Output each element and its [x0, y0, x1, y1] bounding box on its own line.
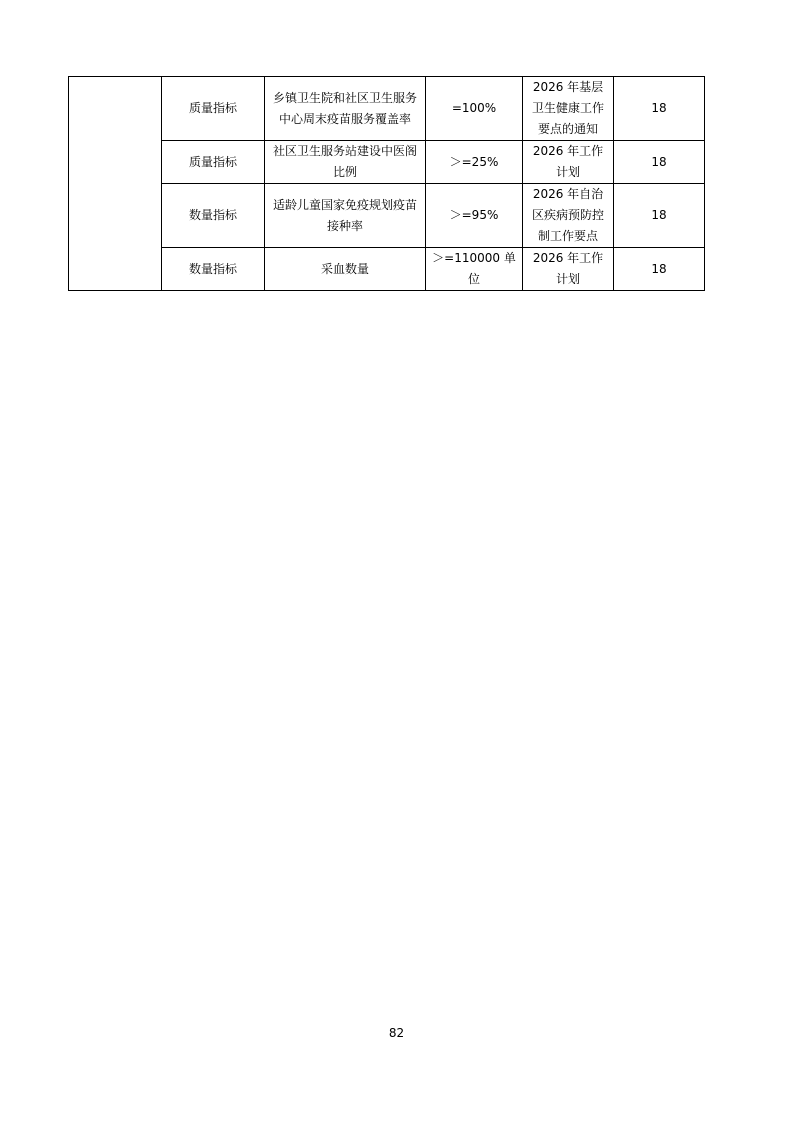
- indicator-source-cell: 2026 年基层卫生健康工作要点的通知: [523, 77, 614, 141]
- indicator-value-cell: =100%: [426, 77, 523, 141]
- table-row: [69, 184, 705, 248]
- indicator-content-cell: 适龄儿童国家免疫规划疫苗接种率: [265, 184, 426, 248]
- indicator-type-cell: 数量指标: [162, 184, 265, 248]
- indicator-type-cell: 质量指标: [162, 77, 265, 141]
- indicator-table: [68, 76, 705, 291]
- indicator-content-cell: 社区卫生服务站建设中医阁比例: [265, 141, 426, 184]
- merged-category-cell: [69, 77, 162, 291]
- indicator-source-cell: 2026 年工作计划: [523, 248, 614, 291]
- indicator-value-cell: ＞=95%: [426, 184, 523, 248]
- indicator-value-cell: ＞=25%: [426, 141, 523, 184]
- table-row: [69, 77, 705, 141]
- table-row: [69, 141, 705, 184]
- table-row: [69, 248, 705, 291]
- indicator-source-cell: 2026 年自治区疾病预防控制工作要点: [523, 184, 614, 248]
- indicator-type-cell: 质量指标: [162, 141, 265, 184]
- indicator-score-cell: 18: [614, 248, 705, 291]
- page-number: 82: [388, 1026, 405, 1040]
- indicator-content-cell: 乡镇卫生院和社区卫生服务中心周末疫苗服务覆盖率: [265, 77, 426, 141]
- indicator-score-cell: 18: [614, 184, 705, 248]
- indicator-source-cell: 2026 年工作计划: [523, 141, 614, 184]
- indicator-type-cell: 数量指标: [162, 248, 265, 291]
- indicator-value-cell: ＞=110000 单位: [426, 248, 523, 291]
- indicator-score-cell: 18: [614, 77, 705, 141]
- indicator-content-cell: 采血数量: [265, 248, 426, 291]
- indicator-score-cell: 18: [614, 141, 705, 184]
